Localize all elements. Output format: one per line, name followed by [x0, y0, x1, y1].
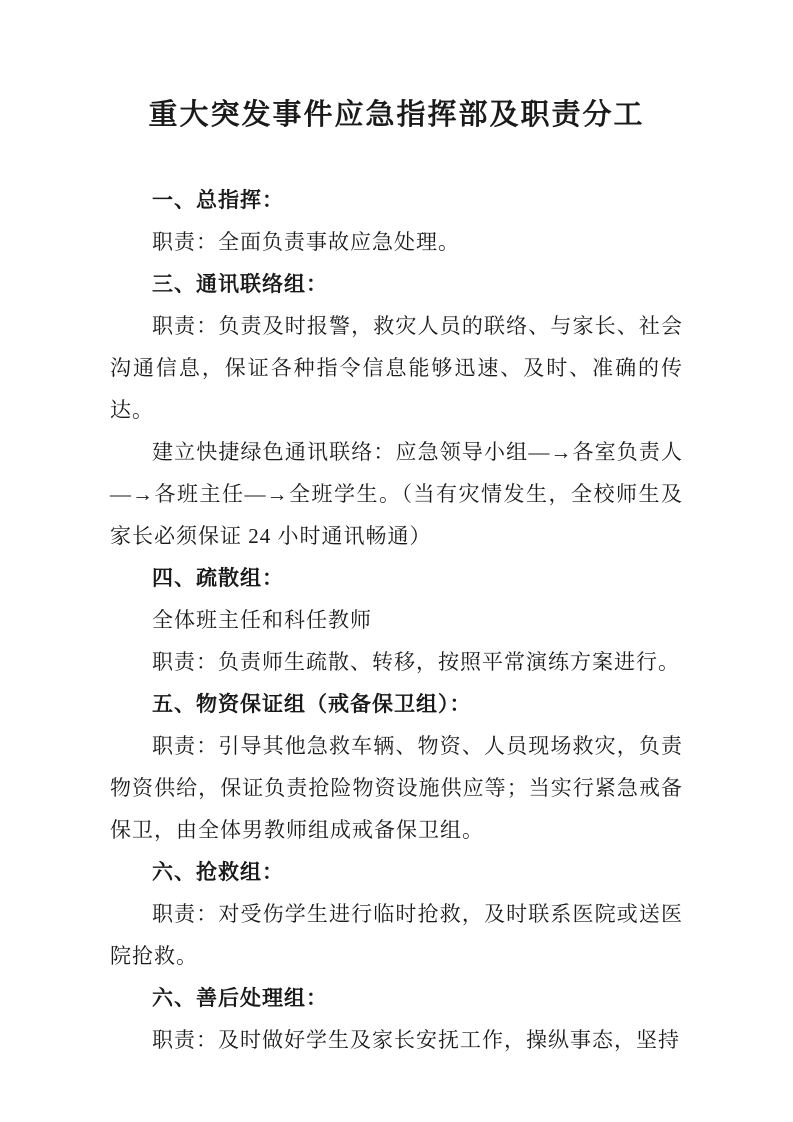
paragraph: 职责：对受伤学生进行临时抢救，及时联系医院或送医院抢救。	[110, 902, 683, 968]
paragraph: 职责：及时做好学生及家长安抚工作，操纵事态，坚持	[152, 1028, 680, 1052]
paragraph: 职责：全面负责事故应急处理。	[152, 230, 460, 254]
document-title: 重大突发事件应急指挥部及职责分工	[148, 99, 645, 131]
section-heading: 三、通讯联络组：	[152, 272, 328, 296]
paragraph: 建立快捷绿色通讯联络：应急领导小组—→各室负责人—→各班主任—→全班学生。（当有灾情发生，全校师生及家长必须保证 24 小时通讯畅通）	[110, 440, 683, 548]
paragraph: 职责：引导其他急救车辆、物资、人员现场救灾，负责物资供给，保证负责抢险物资设施供应等；当实行紧急戒备保卫，由全体男教师组成戒备保卫组。	[110, 734, 683, 842]
paragraph: 职责：负责及时报警，救灾人员的联络、与家长、社会沟通信息，保证各种指令信息能够迅速、及时、准确的传达。	[110, 314, 683, 422]
paragraph: 职责：负责师生疏散、转移，按照平常演练方案进行。	[152, 650, 680, 674]
section-heading: 五、物资保证组（戒备保卫组）：	[152, 692, 472, 716]
section-heading: 一、总指挥：	[152, 188, 284, 212]
document-body	[110, 179, 683, 1061]
section-heading: 六、善后处理组：	[152, 986, 328, 1010]
section-heading: 六、抢救组：	[152, 860, 284, 884]
section-heading: 四、疏散组：	[152, 566, 284, 590]
paragraph: 全体班主任和科任教师	[152, 608, 372, 632]
